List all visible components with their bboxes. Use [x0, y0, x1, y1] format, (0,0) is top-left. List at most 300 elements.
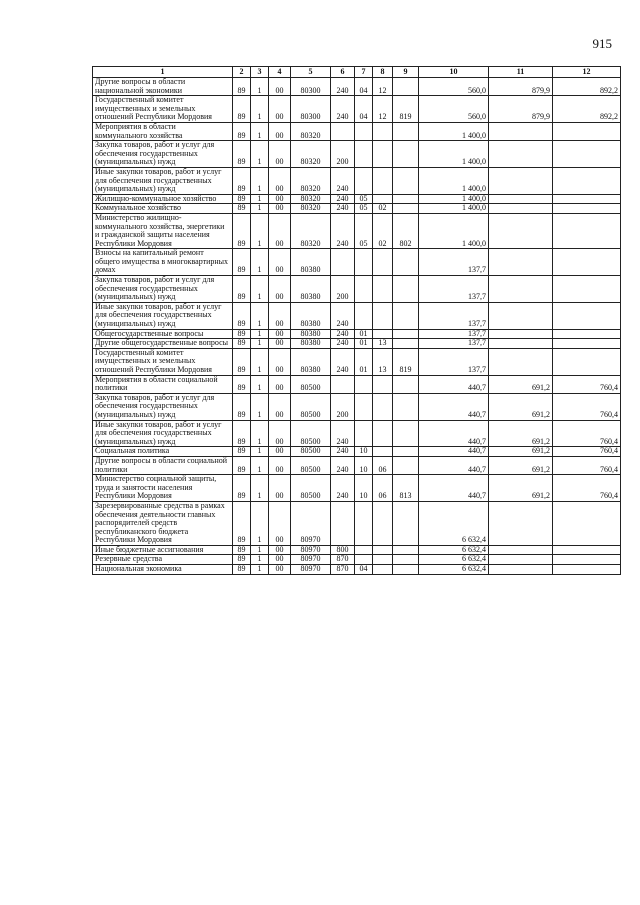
row-code	[373, 194, 393, 204]
row-code: 1	[251, 167, 269, 194]
row-code: 00	[269, 348, 291, 375]
row-name: Коммунальное хозяйство	[93, 204, 233, 214]
row-code: 13	[373, 348, 393, 375]
row-name: Резервные средства	[93, 555, 233, 565]
row-code: 89	[233, 122, 251, 140]
row-amount: 760,4	[553, 393, 621, 420]
row-amount: 1 400,0	[419, 204, 489, 214]
row-name: Национальная экономика	[93, 565, 233, 575]
row-code: 80500	[291, 447, 331, 457]
row-code: 813	[393, 475, 419, 502]
row-code	[393, 276, 419, 303]
row-code	[355, 302, 373, 329]
row-code: 80380	[291, 348, 331, 375]
table-row	[93, 375, 621, 393]
row-amount: 440,7	[419, 456, 489, 474]
row-amount	[489, 122, 553, 140]
row-code: 80970	[291, 565, 331, 575]
row-code: 80970	[291, 555, 331, 565]
row-amount: 879,9	[489, 78, 553, 96]
row-name: Жилищно-коммунальное хозяйство	[93, 194, 233, 204]
row-code: 80380	[291, 302, 331, 329]
row-name: Мероприятия в области социальной политики	[93, 375, 233, 393]
row-code	[355, 375, 373, 393]
row-code: 89	[233, 501, 251, 545]
row-code: 89	[233, 249, 251, 276]
row-code: 89	[233, 329, 251, 339]
row-name: Иные закупки товаров, работ и услуг для обеспечения государственных (муниципальных) нужд	[93, 302, 233, 329]
row-amount: 137,7	[419, 348, 489, 375]
row-code: 00	[269, 456, 291, 474]
row-code: 00	[269, 329, 291, 339]
row-code: 00	[269, 302, 291, 329]
row-code: 00	[269, 555, 291, 565]
row-code: 80500	[291, 393, 331, 420]
row-code: 800	[331, 545, 355, 555]
row-code	[373, 249, 393, 276]
row-code: 05	[355, 194, 373, 204]
row-name: Общегосударственные вопросы	[93, 329, 233, 339]
row-code: 1	[251, 348, 269, 375]
row-code	[393, 555, 419, 565]
row-amount	[553, 302, 621, 329]
row-code: 89	[233, 194, 251, 204]
row-amount	[553, 329, 621, 339]
row-code	[355, 141, 373, 168]
row-amount	[553, 545, 621, 555]
row-code	[355, 167, 373, 194]
row-code	[393, 167, 419, 194]
row-code: 89	[233, 204, 251, 214]
row-amount: 1 400,0	[419, 213, 489, 248]
row-code	[373, 545, 393, 555]
row-code: 240	[331, 456, 355, 474]
row-code: 80970	[291, 545, 331, 555]
row-amount	[489, 329, 553, 339]
row-amount	[489, 555, 553, 565]
row-code: 02	[373, 213, 393, 248]
row-amount: 137,7	[419, 276, 489, 303]
row-code: 200	[331, 393, 355, 420]
row-code: 89	[233, 475, 251, 502]
row-code: 00	[269, 249, 291, 276]
table-row	[93, 456, 621, 474]
row-code: 00	[269, 167, 291, 194]
table-row	[93, 420, 621, 447]
row-amount: 440,7	[419, 375, 489, 393]
row-code: 00	[269, 501, 291, 545]
row-code	[331, 122, 355, 140]
row-name: Иные закупки товаров, работ и услуг для обеспечения государственных (муниципальных) нужд	[93, 420, 233, 447]
row-code	[393, 501, 419, 545]
page-number: 915	[592, 36, 612, 51]
row-amount: 560,0	[419, 78, 489, 96]
row-code	[393, 393, 419, 420]
table-row	[93, 302, 621, 329]
row-code: 00	[269, 213, 291, 248]
row-amount: 691,2	[489, 456, 553, 474]
row-code: 10	[355, 456, 373, 474]
header-row	[93, 67, 621, 78]
row-amount: 691,2	[489, 447, 553, 457]
row-code: 1	[251, 555, 269, 565]
row-amount	[489, 339, 553, 349]
row-code: 80320	[291, 141, 331, 168]
row-code	[393, 339, 419, 349]
row-amount	[553, 501, 621, 545]
row-amount	[489, 565, 553, 575]
row-code: 240	[331, 447, 355, 457]
row-code: 89	[233, 339, 251, 349]
row-code: 06	[373, 456, 393, 474]
row-code	[355, 545, 373, 555]
row-code: 1	[251, 213, 269, 248]
row-code: 1	[251, 501, 269, 545]
row-code: 1	[251, 276, 269, 303]
row-name: Закупка товаров, работ и услуг для обеспечения государственных (муниципальных) нужд	[93, 393, 233, 420]
row-name: Закупка товаров, работ и услуг для обеспечения государственных (муниципальных) нужд	[93, 141, 233, 168]
row-amount	[553, 339, 621, 349]
row-code: 04	[355, 565, 373, 575]
row-code	[393, 249, 419, 276]
row-code: 89	[233, 420, 251, 447]
row-amount	[553, 194, 621, 204]
table-row	[93, 96, 621, 123]
row-code	[373, 447, 393, 457]
row-code: 1	[251, 545, 269, 555]
row-code: 00	[269, 122, 291, 140]
row-code: 89	[233, 276, 251, 303]
row-code: 80500	[291, 475, 331, 502]
row-amount: 1 400,0	[419, 167, 489, 194]
row-code: 02	[373, 204, 393, 214]
row-code: 00	[269, 78, 291, 96]
row-code	[373, 141, 393, 168]
row-code: 89	[233, 96, 251, 123]
table-row	[93, 78, 621, 96]
row-amount: 1 400,0	[419, 122, 489, 140]
row-code	[393, 545, 419, 555]
row-code: 05	[355, 204, 373, 214]
table-row	[93, 141, 621, 168]
row-code	[355, 249, 373, 276]
row-code: 240	[331, 204, 355, 214]
row-code: 1	[251, 565, 269, 575]
row-code: 240	[331, 167, 355, 194]
row-name: Закупка товаров, работ и услуг для обеспечения государственных (муниципальных) нужд	[93, 276, 233, 303]
row-code	[393, 329, 419, 339]
row-code: 01	[355, 329, 373, 339]
row-code	[393, 375, 419, 393]
table-row	[93, 204, 621, 214]
row-amount: 6 632,4	[419, 545, 489, 555]
row-amount: 6 632,4	[419, 501, 489, 545]
row-code: 1	[251, 78, 269, 96]
row-amount: 137,7	[419, 329, 489, 339]
row-code: 00	[269, 141, 291, 168]
row-code: 89	[233, 565, 251, 575]
row-amount: 137,7	[419, 339, 489, 349]
row-code	[355, 501, 373, 545]
row-amount: 879,9	[489, 96, 553, 123]
row-code: 05	[355, 213, 373, 248]
row-code: 89	[233, 375, 251, 393]
row-amount	[553, 249, 621, 276]
table-row	[93, 249, 621, 276]
row-code: 1	[251, 375, 269, 393]
column-header: 9	[393, 67, 419, 78]
row-amount: 560,0	[419, 96, 489, 123]
row-code: 240	[331, 213, 355, 248]
row-amount	[553, 204, 621, 214]
row-code: 80320	[291, 122, 331, 140]
row-amount: 892,2	[553, 96, 621, 123]
row-code: 89	[233, 456, 251, 474]
row-code	[393, 302, 419, 329]
row-code: 80300	[291, 96, 331, 123]
row-code	[373, 555, 393, 565]
column-header: 3	[251, 67, 269, 78]
row-amount: 760,4	[553, 475, 621, 502]
row-name: Министерство жилищно-коммунального хозяйства, энергетики и гражданской защиты населения Республики Мордовия	[93, 213, 233, 248]
column-header: 1	[93, 67, 233, 78]
row-amount	[489, 249, 553, 276]
row-code: 819	[393, 348, 419, 375]
row-code: 1	[251, 339, 269, 349]
row-code: 04	[355, 96, 373, 123]
row-code: 80380	[291, 276, 331, 303]
column-header: 10	[419, 67, 489, 78]
row-amount: 440,7	[419, 393, 489, 420]
row-code: 06	[373, 475, 393, 502]
row-code: 240	[331, 302, 355, 329]
row-code	[393, 204, 419, 214]
row-code	[393, 420, 419, 447]
row-code: 00	[269, 475, 291, 502]
table-row	[93, 475, 621, 502]
column-header: 11	[489, 67, 553, 78]
row-amount: 760,4	[553, 456, 621, 474]
row-code: 80300	[291, 78, 331, 96]
table-row	[93, 276, 621, 303]
row-code: 802	[393, 213, 419, 248]
row-code	[393, 447, 419, 457]
row-code: 80320	[291, 213, 331, 248]
row-code: 1	[251, 302, 269, 329]
row-code: 13	[373, 339, 393, 349]
row-code: 240	[331, 339, 355, 349]
row-code: 870	[331, 555, 355, 565]
row-name: Другие вопросы в области социальной политики	[93, 456, 233, 474]
row-name: Взносы на капитальный ремонт общего имущества в многоквартирных домах	[93, 249, 233, 276]
row-code: 00	[269, 420, 291, 447]
row-code: 00	[269, 204, 291, 214]
row-code: 80380	[291, 329, 331, 339]
row-amount: 137,7	[419, 249, 489, 276]
row-amount: 691,2	[489, 475, 553, 502]
column-header: 7	[355, 67, 373, 78]
column-header: 2	[233, 67, 251, 78]
row-code: 80500	[291, 420, 331, 447]
row-code: 240	[331, 348, 355, 375]
row-code: 80500	[291, 375, 331, 393]
row-code	[393, 565, 419, 575]
row-code: 1	[251, 122, 269, 140]
row-code: 240	[331, 96, 355, 123]
row-amount: 691,2	[489, 393, 553, 420]
table-row	[93, 194, 621, 204]
row-code: 1	[251, 96, 269, 123]
column-header: 6	[331, 67, 355, 78]
table-row	[93, 348, 621, 375]
row-name: Иные бюджетные ассигнования	[93, 545, 233, 555]
table-row	[93, 167, 621, 194]
row-code: 12	[373, 96, 393, 123]
column-header: 8	[373, 67, 393, 78]
row-code: 1	[251, 393, 269, 420]
column-header: 4	[269, 67, 291, 78]
row-amount	[489, 141, 553, 168]
row-code	[373, 393, 393, 420]
row-code	[331, 501, 355, 545]
row-name: Мероприятия в области коммунального хозяйства	[93, 122, 233, 140]
row-name: Министерство социальной защиты, труда и занятости населения Республики Мордовия	[93, 475, 233, 502]
row-code: 89	[233, 213, 251, 248]
row-code	[355, 555, 373, 565]
budget-table	[92, 66, 621, 575]
table-body	[93, 78, 621, 575]
table-row	[93, 122, 621, 140]
row-code: 240	[331, 420, 355, 447]
row-code: 01	[355, 348, 373, 375]
row-code: 819	[393, 96, 419, 123]
row-code: 00	[269, 339, 291, 349]
row-code: 80320	[291, 167, 331, 194]
row-amount: 1 400,0	[419, 194, 489, 204]
row-amount: 137,7	[419, 302, 489, 329]
row-code: 80500	[291, 456, 331, 474]
row-amount: 440,7	[419, 447, 489, 457]
row-code: 00	[269, 96, 291, 123]
row-code: 240	[331, 194, 355, 204]
row-code: 870	[331, 565, 355, 575]
row-code: 1	[251, 249, 269, 276]
row-code: 10	[355, 475, 373, 502]
row-code	[355, 122, 373, 140]
row-code: 1	[251, 141, 269, 168]
row-code: 89	[233, 302, 251, 329]
row-code	[373, 167, 393, 194]
row-code	[373, 302, 393, 329]
row-amount: 760,4	[553, 375, 621, 393]
row-code: 89	[233, 555, 251, 565]
row-code: 89	[233, 348, 251, 375]
row-name: Государственный комитет имущественных и земельных отношений Республики Мордовия	[93, 348, 233, 375]
row-code: 00	[269, 565, 291, 575]
row-code	[373, 122, 393, 140]
row-code	[355, 393, 373, 420]
row-code	[393, 122, 419, 140]
row-code	[373, 276, 393, 303]
row-code	[393, 78, 419, 96]
row-amount	[489, 348, 553, 375]
row-amount	[489, 302, 553, 329]
table-row	[93, 545, 621, 555]
row-code	[393, 456, 419, 474]
row-code	[331, 375, 355, 393]
table-row	[93, 555, 621, 565]
row-amount	[489, 545, 553, 555]
row-name: Другие общегосударственные вопросы	[93, 339, 233, 349]
row-code	[373, 375, 393, 393]
row-amount	[553, 167, 621, 194]
row-code	[393, 141, 419, 168]
row-code	[331, 249, 355, 276]
row-code: 1	[251, 447, 269, 457]
table-row	[93, 447, 621, 457]
row-code: 89	[233, 141, 251, 168]
row-code: 1	[251, 420, 269, 447]
row-amount: 6 632,4	[419, 565, 489, 575]
row-amount: 6 632,4	[419, 555, 489, 565]
row-amount	[553, 213, 621, 248]
row-name: Другие вопросы в области национальной экономики	[93, 78, 233, 96]
row-code: 00	[269, 276, 291, 303]
row-amount	[553, 565, 621, 575]
row-amount: 440,7	[419, 420, 489, 447]
row-code: 01	[355, 339, 373, 349]
row-amount	[553, 276, 621, 303]
row-amount: 691,2	[489, 420, 553, 447]
row-code: 240	[331, 78, 355, 96]
row-amount	[489, 501, 553, 545]
row-code	[373, 329, 393, 339]
column-header: 5	[291, 67, 331, 78]
row-code	[355, 276, 373, 303]
table-row	[93, 213, 621, 248]
table-row	[93, 501, 621, 545]
row-amount: 760,4	[553, 447, 621, 457]
row-code: 80320	[291, 204, 331, 214]
row-code: 00	[269, 194, 291, 204]
row-amount: 760,4	[553, 420, 621, 447]
row-name: Социальная политика	[93, 447, 233, 457]
table-row	[93, 393, 621, 420]
row-code	[355, 420, 373, 447]
row-code: 89	[233, 393, 251, 420]
row-code: 240	[331, 329, 355, 339]
row-code: 1	[251, 475, 269, 502]
row-code: 89	[233, 78, 251, 96]
row-amount	[489, 213, 553, 248]
row-code: 00	[269, 447, 291, 457]
row-code: 1	[251, 329, 269, 339]
row-name: Иные закупки товаров, работ и услуг для обеспечения государственных (муниципальных) нужд	[93, 167, 233, 194]
row-code: 00	[269, 545, 291, 555]
row-code: 04	[355, 78, 373, 96]
row-name: Государственный комитет имущественных и земельных отношений Республики Мордовия	[93, 96, 233, 123]
row-code: 00	[269, 375, 291, 393]
row-code: 89	[233, 167, 251, 194]
row-code: 1	[251, 456, 269, 474]
row-code: 200	[331, 141, 355, 168]
row-name: Зарезервированные средства в рамках обеспечения деятельности главных распорядителей средств республиканского бюджета Республики Мордовия	[93, 501, 233, 545]
row-code	[373, 565, 393, 575]
row-amount: 691,2	[489, 375, 553, 393]
table-row	[93, 329, 621, 339]
row-amount	[553, 348, 621, 375]
row-amount: 440,7	[419, 475, 489, 502]
